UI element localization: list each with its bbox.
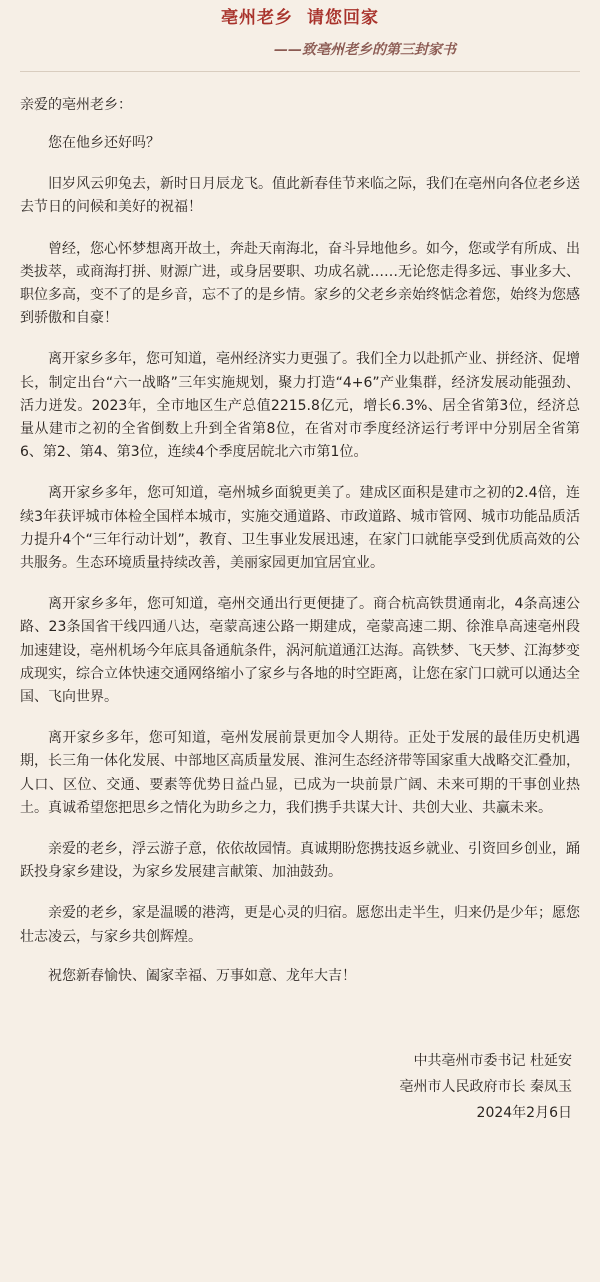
paragraph-6: 离开家乡多年，您可知道，亳州交通出行更便捷了。商合杭高铁贯通南北，4条高速公路、23条国省干线四通八达，亳蒙高速公路一期建成，亳蒙高速二期、徐淮阜高速亳州段加速建设，亳州机场今年底具备通航条件，涡河航道通江达海。高铁梦、飞天梦、江海梦变成现实，综合立体快速交通网络缩小了家乡与各地的时空距离，让您在家门口就可以通达全国、飞向世界。 [20,596,580,706]
paragraph-4: 离开家乡多年，您可知道，亳州经济实力更强了。我们全力以赴抓产业、拼经济、促增长，制定出台“六一战略”三年实施规划，聚力打造“4+6”产业集群，经济发展动能强劲、活力迸发。2023年，全市地区生产总值2215.8亿元，增长6.3%、居全省第3位，经济总量从建市之初的全省倒数上升到全省第8位，在省对市季度经济运行考评中分别居全省第6、第2、第4、第3位，连续4个季度居皖北六市第1位。 [20,351,580,461]
letter-header [20,0,580,72]
paragraph-2: 旧岁风云卯兔去，新时日月辰龙飞。值此新春佳节来临之际，我们在亳州向各位老乡送去节日的问候和美好的祝福！ [20,176,580,216]
paragraph-5: 离开家乡多年，您可知道，亳州城乡面貌更美了。建成区面积是建市之初的2.4倍，连续3年获评城市体检全国样本城市，实施交通道路、市政道路、城市管网、城市功能品质活力提升4个“三年行动计划”，教育、卫生事业发展迅速，在家门口就能享受到优质高效的公共服务。生态环境质量持续改善，美丽家园更加宜居宜业。 [20,485,580,572]
paragraph-10: 祝您新春愉快、阖家幸福、万事如意、龙年大吉！ [48,967,356,984]
title-part-b: 请您回家 [307,8,379,28]
paragraph-3: 曾经，您心怀梦想离开故土，奔赴天南海北，奋斗异地他乡。如今，您或学有所成、出类拔萃，或商海打拼、财源广进，或身居要职、功成名就……无论您走得多远、事业多大、职位多高，变不了的是乡音，忘不了的是乡情。家乡的父老乡亲始终惦念着您，始终为您感到骄傲和自豪！ [20,240,580,327]
title-part-a: 亳州老乡 [221,8,293,28]
letter-subtitle: ——致亳州老乡的第三封家书 [274,42,456,58]
paragraph-1: 您在他乡还好吗？ [48,135,160,151]
header-divider [20,71,580,72]
paragraph-8: 亲爱的老乡，浮云游子意，依依故园情。真诚期盼您携技返乡就业、引资回乡创业，踊跃投身家乡建设，为家乡发展建言献策、加油鼓劲。 [20,841,580,881]
paragraph-7: 离开家乡多年，您可知道，亳州发展前景更加令人期待。正处于发展的最佳历史机遇期，长三角一体化发展、中部地区高质量发展、淮河生态经济带等国家重大战略交汇叠加，人口、区位、交通、要素等优势日益凸显，已成为一块前景广阔、未来可期的干事创业热土。真诚希望您把思乡之情化为助乡之力，我们携手共谋大计、共创大业、共赢未来。 [20,730,580,816]
signature-line-party-secretary: 中共亳州市委书记 杜延安 [413,1053,572,1070]
signature-block [20,1048,580,1126]
letter-title [20,4,580,32]
signature-date: 2024年2月6日 [476,1105,572,1122]
salutation: 亲爱的亳州老乡： [20,97,132,113]
signature-line-mayor: 亳州市人民政府市长 秦凤玉 [399,1079,572,1096]
paragraph-9: 亲爱的老乡，家是温暖的港湾，更是心灵的归宿。愿您出走半生，归来仍是少年；愿您壮志凌云，与家乡共创辉煌。 [20,905,580,945]
